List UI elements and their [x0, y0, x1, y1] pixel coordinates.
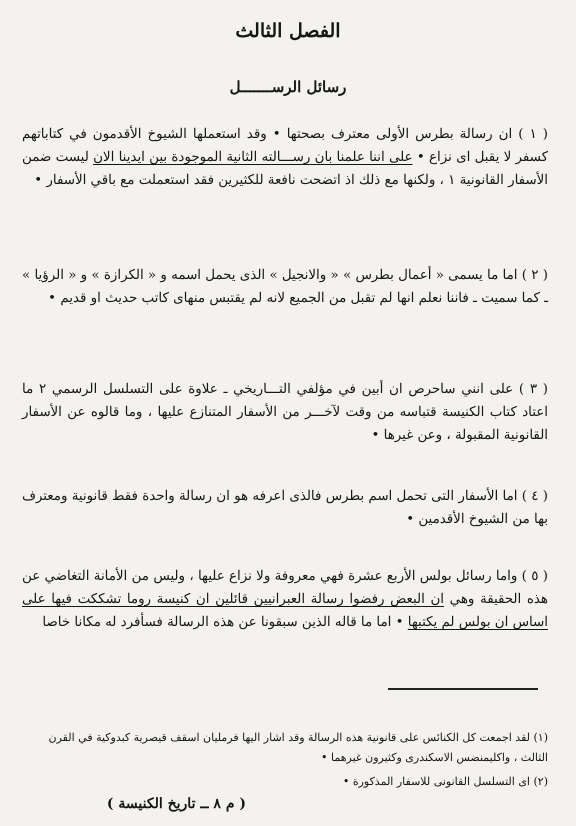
paragraph-5-text-c: • اما ما قاله الذين سبقونا عن هذه الرسالة فسأفرد له مكانا خاصا: [42, 615, 408, 630]
paragraph-5-text-a: ( ٥ ) واما رسائل بولس الأربع عشرة فهي معروفة ولا نزاع عليها ، وليس من الأمانة التغاضي عن هذه الحقيقة وهي: [22, 569, 548, 607]
section-title: رسائل الرســـــــل: [229, 78, 347, 96]
page-footer: ( م ٨ ــ تاريخ الكنيسة ): [106, 796, 246, 812]
paragraph-4: ( ٤ ) اما الأسفار التى تحمل اسم بطرس فالذى اعرفه هو ان رسالة واحدة فقط قانونية ومعترف بها من الشيوخ الأقدمين •: [22, 489, 549, 527]
paragraph-1-text-c: ليست ضمن الأسفار القانونية ١ ، ولكنها مع ذلك اذ اتضحت نافعة للكثيرين فقد استعملت مع باقي الأسفار •: [22, 150, 548, 188]
paragraph-5-underlined: ان البعض رفضوا رسالة العبرانيين قائلين ان كنيسة روما تشككت فيها على اساس ان بولس لم يكتبها: [22, 592, 548, 630]
footnote-2: (٢) اى التسلسل القانونى للاسفار المذكورة •: [342, 775, 548, 788]
paragraph-1-text-a: ( ١ ) ان رسالة بطرس الأولى معترف بصحتها • وقد استعملها الشيوخ الأقدمون في كتاباتهم كسفر لا يقبل اى نزاع •: [22, 127, 549, 165]
paragraph-1-underlined: على اننا علمنا بان رســـالته الثانية الموجودة بين ايدينا الان: [93, 150, 413, 165]
chapter-title: الفصل الثالث: [235, 20, 341, 42]
paragraph-2: ( ٢ ) اما ما يسمى « أعمال بطرس » « والانجيل » الذى يحمل اسمه و « الكرازة » و « الرؤيا » ـ كما سميت ـ فاننا نعلم انها لم تقبل من الجميع لانه لم يقتبس منهاى كاتب حديث او قديم •: [22, 268, 548, 306]
paragraph-1: [22, 123, 548, 192]
paragraph-5: [22, 565, 548, 634]
footnote-divider: [388, 688, 538, 690]
footnote-1: (١) لقد اجمعت كل الكنائس على قانونية هذه الرسالة وقد اشار اليها فرمليان اسقف قيصرية كبدوكية في القرن الثالث ، واكليمنضس الاسكندرى وكثيرون غيرهما •: [48, 731, 548, 764]
paragraph-3: ( ٣ ) على انني ساحرص ان أبين في مؤلفي التـــاريخي ـ علاوة على التسلسل الرسمي ٢ ما اعتاد كتاب الكنيسة قتباسه من وقت لآخـــر من الأسفار المتنازع عليها ، وما قالوه عن الأسفار القانونية المقبولة ، وعن غيرها •: [22, 382, 548, 443]
